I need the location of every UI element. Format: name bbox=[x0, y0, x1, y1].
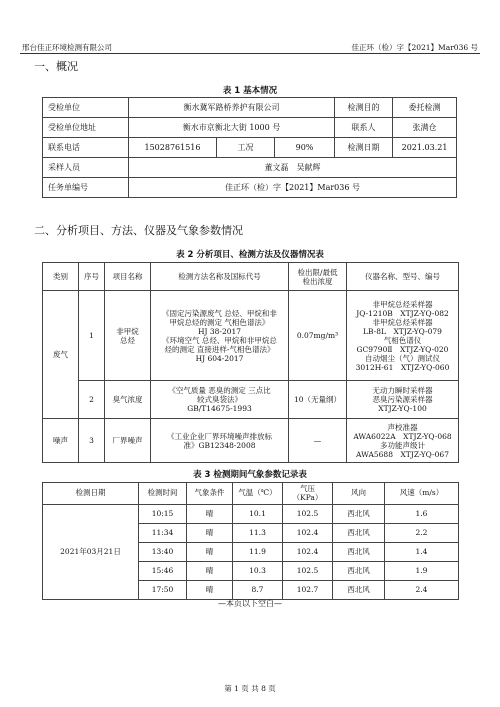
item-boundary-noise: 厂界噪声 bbox=[105, 419, 151, 463]
cell-temperature: 8.7 bbox=[233, 581, 283, 600]
cell-time: 11:34 bbox=[139, 524, 187, 543]
cell-time: 17:50 bbox=[139, 581, 187, 600]
row-no: 2 bbox=[79, 381, 105, 419]
category-exhaust-gas: 废气 bbox=[43, 291, 79, 419]
date-value: 2021.03.21 bbox=[393, 138, 457, 158]
phone-label: 联系电话 bbox=[43, 138, 129, 158]
cell-temperature: 11.9 bbox=[233, 543, 283, 562]
condition-value: 90% bbox=[275, 138, 335, 158]
cell-pressure: 102.4 bbox=[283, 524, 333, 543]
instrument-noise: 声校准器 AWA6022A XTJZ-YQ-068 多功能声级计 AWA5688 XTJZ-YQ-067 bbox=[347, 419, 459, 463]
contact-label: 联系人 bbox=[335, 118, 393, 138]
cell-wind-direction: 西北风 bbox=[333, 543, 385, 562]
cell-wind-speed: 1.6 bbox=[385, 505, 459, 524]
cell-pressure: 102.4 bbox=[283, 543, 333, 562]
limit-noise: — bbox=[289, 419, 347, 463]
table1-caption: 表 1 基本情况 bbox=[222, 86, 278, 96]
header-wind-direction: 风向 bbox=[333, 483, 385, 505]
cell-time: 13:40 bbox=[139, 543, 187, 562]
section-title-overview: 一、概况 bbox=[34, 60, 78, 73]
report-number: 佳正环（检）字【2021】Mar036 号 bbox=[351, 43, 478, 52]
table-row bbox=[43, 505, 459, 524]
cell-wind-speed: 2.4 bbox=[385, 581, 459, 600]
client-label: 受检单位 bbox=[43, 98, 129, 118]
condition-label: 工况 bbox=[217, 138, 275, 158]
sampler-label: 采样人员 bbox=[43, 158, 129, 178]
cell-weather: 晴 bbox=[187, 505, 233, 524]
page-number: 第 1 页 共 8 页 bbox=[224, 684, 276, 693]
blank-below-note: —本页以下空白— bbox=[218, 599, 282, 608]
contact-value: 张满仓 bbox=[393, 118, 457, 138]
header-pressure: 气压 （KPa） bbox=[283, 483, 333, 505]
row-no: 1 bbox=[79, 291, 105, 381]
limit-nmhc: 0.07mg/m³ bbox=[289, 291, 347, 381]
item-nmhc: 非甲烷 总烃 bbox=[105, 291, 151, 381]
header-weather: 气象条件 bbox=[187, 483, 233, 505]
header-limit: 检出限/最低 检出浓度 bbox=[289, 263, 347, 291]
header-item: 项目名称 bbox=[105, 263, 151, 291]
cell-temperature: 10.1 bbox=[233, 505, 283, 524]
cell-pressure: 102.5 bbox=[283, 505, 333, 524]
purpose-value: 委托检测 bbox=[393, 98, 457, 118]
item-odor: 臭气浓度 bbox=[105, 381, 151, 419]
header-rule bbox=[20, 53, 480, 54]
header-wind-speed: 风速（m/s） bbox=[385, 483, 459, 505]
date-label: 检测日期 bbox=[335, 138, 393, 158]
header-date: 检测日期 bbox=[43, 483, 139, 505]
cell-pressure: 102.7 bbox=[283, 581, 333, 600]
cell-wind-speed: 2.2 bbox=[385, 524, 459, 543]
cell-wind-speed: 1.9 bbox=[385, 562, 459, 581]
header-category: 类别 bbox=[43, 263, 79, 291]
method-nmhc: 《固定污染源废气 总烃、甲烷和非 甲烷总烃的测定 气相色谱法》 HJ 38-2017 《环境空气 总烃、甲烷和非甲烷总 烃的测定 直接进样-气相色谱法》 HJ 604-2017 bbox=[151, 291, 289, 381]
cell-temperature: 11.3 bbox=[233, 524, 283, 543]
phone-value: 15028761516 bbox=[129, 138, 217, 158]
section-title-analysis: 二、分析项目、方法、仪器及气象参数情况 bbox=[34, 224, 243, 237]
cell-wind-direction: 西北风 bbox=[333, 524, 385, 543]
cell-temperature: 10.3 bbox=[233, 562, 283, 581]
method-noise: 《工业企业厂界环境噪声排放标 准》GB12348-2008 bbox=[151, 419, 289, 463]
category-noise: 噪声 bbox=[43, 419, 79, 463]
cell-wind-direction: 西北风 bbox=[333, 562, 385, 581]
header-temperature: 气温（℃） bbox=[233, 483, 283, 505]
header-no: 序号 bbox=[79, 263, 105, 291]
method-odor: 《空气质量 恶臭的测定 三点比 较式臭袋法》 GB/T14675-1993 bbox=[151, 381, 289, 419]
table3-caption: 表 3 检测期间气象参数记录表 bbox=[193, 470, 307, 480]
company-name: 邢台佳正环境检测有限公司 bbox=[22, 43, 112, 52]
cell-wind-direction: 西北风 bbox=[333, 505, 385, 524]
header-time: 检测时间 bbox=[139, 483, 187, 505]
limit-odor: 10（无量纲） bbox=[289, 381, 347, 419]
header-instrument: 仪器名称、型号、编号 bbox=[347, 263, 459, 291]
header-method: 检测方法名称及国标代号 bbox=[151, 263, 289, 291]
instrument-nmhc: 非甲烷总烃采样器 JQ-1210B XTJZ-YQ-082 非甲烷总烃采样器 LB-8L XTJZ-YQ-079 气相色谱仪 GC9790Ⅱ XTJZ-YQ-020 自动烟尘（气）测试仪 3012H-61 XTJZ-YQ-060 bbox=[347, 291, 459, 381]
cell-weather: 晴 bbox=[187, 524, 233, 543]
cell-weather: 晴 bbox=[187, 581, 233, 600]
cell-weather: 晴 bbox=[187, 562, 233, 581]
cell-pressure: 102.5 bbox=[283, 562, 333, 581]
cell-weather: 晴 bbox=[187, 543, 233, 562]
cell-wind-speed: 1.4 bbox=[385, 543, 459, 562]
cell-time: 10:15 bbox=[139, 505, 187, 524]
basic-info-table bbox=[42, 97, 457, 198]
client-value: 衡水冀军路桥养护有限公司 bbox=[129, 98, 335, 118]
purpose-label: 检测目的 bbox=[335, 98, 393, 118]
task-value: 佳正环（检）字【2021】Mar036 号 bbox=[129, 178, 457, 198]
cell-time: 15:46 bbox=[139, 562, 187, 581]
address-value: 衡水市京衡北大街 1000 号 bbox=[129, 118, 335, 138]
task-label: 任务单编号 bbox=[43, 178, 129, 198]
weather-table bbox=[42, 482, 459, 600]
instrument-odor: 无动力瞬时采样器 恶臭污染源采样器 XTJZ-YQ-100 bbox=[347, 381, 459, 419]
analysis-methods-table bbox=[42, 262, 459, 463]
sampler-value: 董文磊 吴献辉 bbox=[129, 158, 457, 178]
row-no: 3 bbox=[79, 419, 105, 463]
address-label: 受检单位地址 bbox=[43, 118, 129, 138]
cell-wind-direction: 西北风 bbox=[333, 581, 385, 600]
measurement-date: 2021年03月21日 bbox=[43, 505, 139, 600]
table2-caption: 表 2 分析项目、检测方法及仪器情况表 bbox=[176, 250, 324, 260]
